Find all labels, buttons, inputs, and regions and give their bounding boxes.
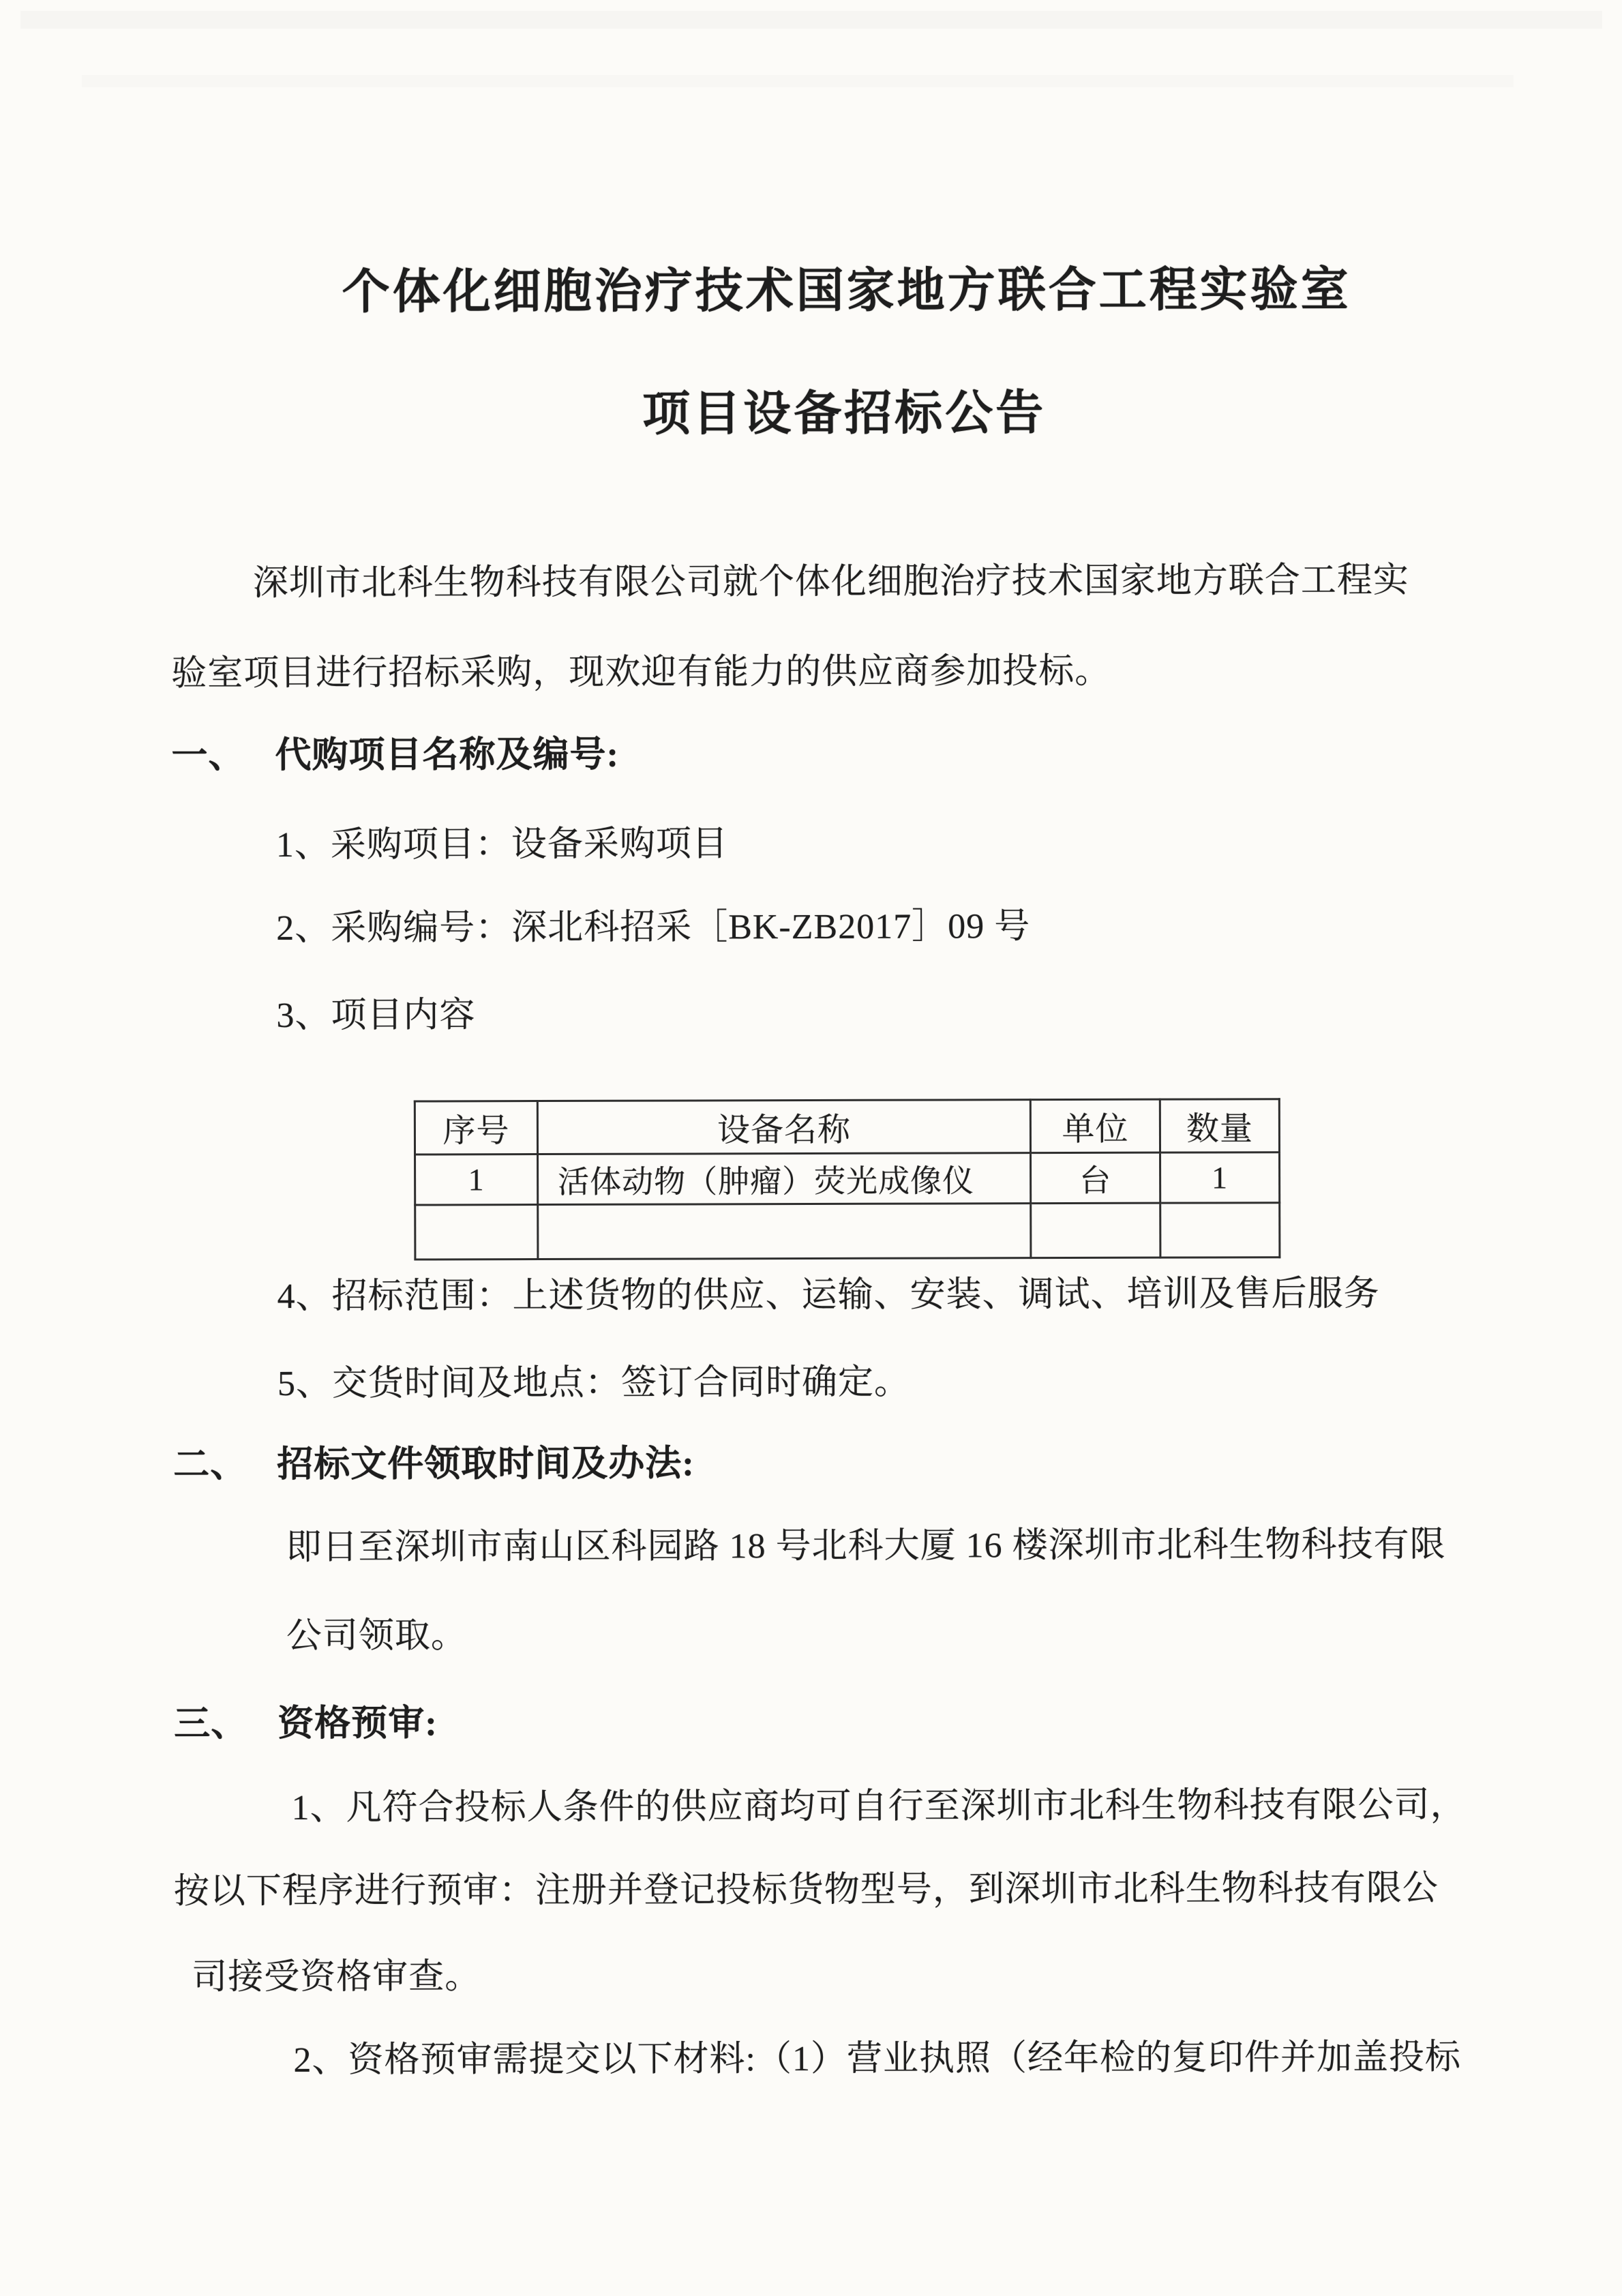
table-header-seq: 序号 bbox=[415, 1101, 537, 1154]
table-cell-seq: 1 bbox=[415, 1154, 538, 1205]
section-two-title: 招标文件领取时间及办法: bbox=[277, 1444, 695, 1485]
section-three-para1-line3: 司接受资格审查。 bbox=[192, 1957, 481, 1997]
section-three-number: 三、 bbox=[174, 1704, 248, 1744]
section-three-title: 资格预审: bbox=[277, 1703, 438, 1744]
equipment-table bbox=[414, 1098, 1281, 1260]
table-cell-equipment-name: 活体动物（肿瘤）荧光成像仪 bbox=[538, 1153, 1031, 1205]
table-header-row bbox=[415, 1099, 1279, 1154]
section-one-item-3: 3、项目内容 bbox=[276, 996, 476, 1036]
section-one-title: 代购项目名称及编号: bbox=[275, 734, 620, 776]
section-three-heading bbox=[174, 1703, 438, 1745]
section-one-item-1: 1、采购项目：设备采购项目 bbox=[275, 824, 728, 865]
section-one-item-5: 5、交货时间及地点：签订合同时确定。 bbox=[277, 1362, 910, 1404]
section-three-para1-line1: 1、凡符合投标人条件的供应商均可自行至深圳市北科生物科技有限公司， bbox=[291, 1785, 1467, 1828]
intro-paragraph-line1: 深圳市北科生物科技有限公司就个体化细胞治疗技术国家地方联合工程实 bbox=[252, 561, 1409, 603]
table-cell-quantity: 1 bbox=[1160, 1152, 1280, 1203]
document-title-line2: 项目设备招标公告 bbox=[642, 387, 1047, 441]
table-cell-quantity bbox=[1160, 1203, 1280, 1257]
section-one-heading bbox=[171, 734, 619, 777]
table-row-empty bbox=[415, 1203, 1280, 1259]
table-cell-seq bbox=[415, 1205, 538, 1259]
document-title-line1: 个体化细胞治疗技术国家地方联合工程实验室 bbox=[342, 263, 1351, 319]
table-header-equipment-name: 设备名称 bbox=[537, 1100, 1030, 1154]
section-two-line2: 公司领取。 bbox=[286, 1616, 467, 1656]
section-two-heading bbox=[173, 1443, 695, 1486]
intro-paragraph-line2: 验室项目进行招标采购，现欢迎有能力的供应商参加投标。 bbox=[171, 651, 1111, 694]
section-one-number: 一、 bbox=[171, 736, 245, 776]
table-header-unit: 单位 bbox=[1030, 1099, 1160, 1152]
section-one-item-4: 4、招标范围：上述货物的供应、运输、安装、调试、培训及售后服务 bbox=[277, 1274, 1380, 1317]
section-three-para2-line1: 2、资格预审需提交以下材料:（1）营业执照（经年检的复印件并加盖投标 bbox=[293, 2038, 1462, 2080]
section-two-number: 二、 bbox=[173, 1445, 247, 1485]
table-row bbox=[415, 1152, 1280, 1205]
table-cell-equipment-name bbox=[538, 1204, 1031, 1259]
table-cell-unit bbox=[1031, 1203, 1160, 1257]
section-three-para1-line2: 按以下程序进行预审：注册并登记投标货物型号，到深圳市北科生物科技有限公 bbox=[173, 1868, 1439, 1911]
table-header-quantity: 数量 bbox=[1160, 1099, 1279, 1152]
section-one-item-2: 2、采购编号：深北科招采［BK-ZB2017］09 号 bbox=[276, 907, 1031, 949]
section-two-line1: 即日至深圳市南山区科园路 18 号北科大厦 16 楼深圳市北科生物科技有限 bbox=[286, 1525, 1446, 1568]
table-cell-unit: 台 bbox=[1031, 1152, 1160, 1203]
